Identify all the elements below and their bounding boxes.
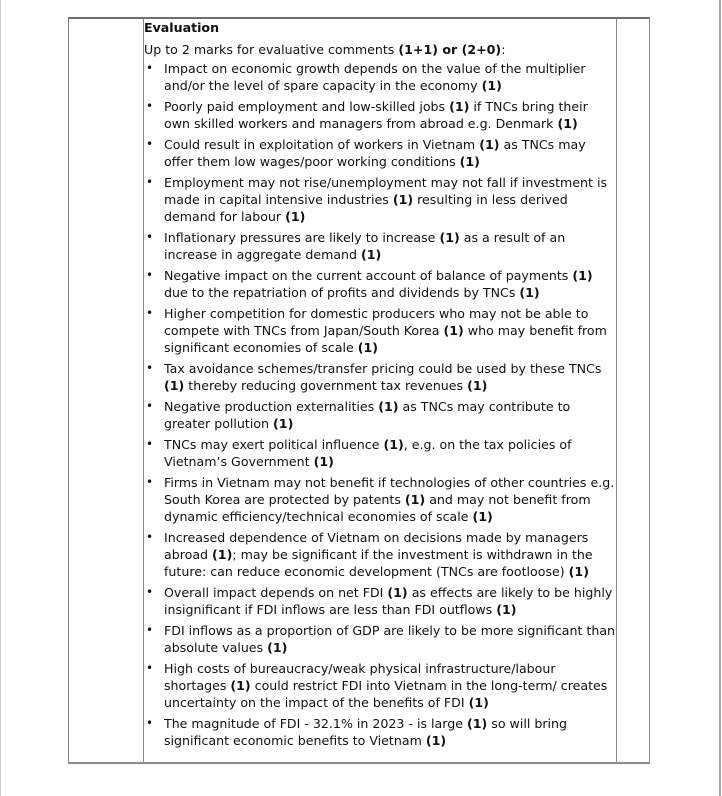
bullet-icon: •: [146, 661, 154, 675]
section-heading: Evaluation: [144, 20, 220, 35]
point-text: as TNCs may offer them low wages/poor working conditions: [164, 137, 586, 169]
list-item: [144, 715, 616, 749]
mark-value: (1): [313, 454, 334, 469]
mark-scheme-table: [68, 17, 650, 764]
point-text: if TNCs bring their own skilled workers and managers from abroad e.g. Denmark: [164, 99, 588, 131]
point-text: Overall impact depends on net FDI: [164, 585, 388, 600]
mark-value: (1): [387, 585, 408, 600]
list-item: [144, 60, 616, 94]
list-item: [144, 305, 616, 356]
bullet-icon: •: [146, 230, 154, 244]
scrollbar-edge: [719, 0, 721, 796]
point-text: due to the repatriation of profits and dividends by TNCs: [164, 285, 520, 300]
bullet-icon: •: [146, 268, 154, 282]
list-item: [144, 622, 616, 656]
mark-value: (1): [479, 137, 500, 152]
list-item: [144, 529, 616, 580]
point-text: Negative production externalities: [164, 399, 379, 414]
mark-value: (1): [361, 247, 382, 262]
list-item: [144, 360, 616, 394]
list-item: [144, 584, 616, 618]
bullet-icon: •: [146, 61, 154, 75]
list-item: [144, 229, 616, 263]
mark-value: (1): [404, 492, 426, 507]
bullet-icon: •: [146, 530, 154, 544]
mark-value: (1): [443, 323, 464, 338]
mark-value: (1): [472, 509, 493, 524]
mark-value: (1): [568, 564, 589, 579]
bullet-icon: •: [146, 99, 154, 113]
point-text: Poorly paid employment and low-skilled jobs: [164, 99, 450, 114]
page-edge-left: [0, 0, 1, 796]
bullet-icon: •: [146, 585, 154, 599]
bullet-icon: •: [146, 475, 154, 489]
point-text: The magnitude of FDI - 32.1% in 2023 - is large: [164, 716, 467, 731]
point-text: Higher competition for domestic producers who may not be able to compete with TNCs from Japan/South Korea: [164, 306, 589, 338]
mark-allocation: (1+1) or (2+0): [398, 42, 502, 57]
mark-value: (1): [466, 716, 488, 731]
mark-value: (1): [572, 268, 593, 283]
bullet-icon: •: [146, 716, 154, 730]
list-item: [144, 398, 616, 432]
point-text: as effects are likely to be highly insignificant if FDI inflows are less than FDI outflows: [164, 585, 613, 617]
mark-value: (1): [496, 602, 517, 617]
answer-cell: [144, 18, 617, 763]
point-text: as TNCs may contribute to greater pollution: [164, 399, 571, 431]
point-text: Firms in Vietnam may not benefit if technologies of other countries e.g. South Korea are protected by patents: [164, 475, 615, 507]
point-text: Impact on economic growth depends on the value of the multiplier and/or the level of spare capacity in the economy: [164, 61, 586, 93]
mark-value: (1): [357, 340, 379, 355]
bullet-icon: •: [146, 175, 154, 189]
mark-value: (1): [212, 547, 233, 562]
question-number-cell: [69, 18, 144, 763]
table-row: [69, 18, 650, 763]
list-item: [144, 660, 616, 711]
point-text: could restrict FDI into Vietnam in the long-term/ creates uncertainty on the impact of the benefits of FDI: [164, 678, 608, 710]
mark-value: (1): [519, 285, 540, 300]
point-text: , e.g. on the tax policies of Vietnam’s Government: [164, 437, 572, 469]
bullet-icon: •: [146, 399, 154, 413]
mark-value: (1): [439, 230, 460, 245]
mark-value: (1): [425, 733, 447, 748]
point-text: thereby reducing government tax revenues: [184, 378, 468, 393]
marks-cell: [617, 18, 650, 763]
bullet-icon: •: [146, 137, 154, 151]
bullet-icon: •: [146, 623, 154, 637]
point-text: Could result in exploitation of workers in Vietnam: [164, 137, 480, 152]
point-text: resulting in less derived demand for labour: [164, 192, 568, 224]
list-item: [144, 136, 616, 170]
mark-value: (1): [267, 640, 288, 655]
list-item: [144, 474, 616, 525]
point-text: ; may be significant if the investment is withdrawn in the future: can reduce economic development (TNCs are footloose): [164, 547, 593, 579]
mark-value: (1): [467, 378, 488, 393]
point-text: High costs of bureaucracy/weak physical infrastructure/labour shortages: [164, 661, 556, 693]
mark-value: (1): [285, 209, 306, 224]
list-item: [144, 436, 616, 470]
mark-value: (1): [383, 437, 404, 452]
point-text: FDI inflows as a proportion of GDP are likely to be more significant than absolute values: [164, 623, 616, 655]
mark-value: (1): [230, 678, 251, 693]
point-text: Negative impact on the current account of balance of payments: [164, 268, 573, 283]
list-item: [144, 174, 616, 225]
point-text: Employment may not rise/unemployment may not fall if investment is made in capital intensive industries: [164, 175, 608, 207]
mark-value: (1): [392, 192, 414, 207]
mark-value: (1): [164, 378, 185, 393]
bullet-icon: •: [146, 361, 154, 375]
point-text: Tax avoidance schemes/transfer pricing could be used by these TNCs: [164, 361, 602, 376]
point-text: as a result of an increase in aggregate demand: [164, 230, 566, 262]
point-text: TNCs may exert political influence: [164, 437, 384, 452]
point-text: who may benefit from significant economies of scale: [164, 323, 607, 355]
point-text: Increased dependence of Vietnam on decisions made by managers abroad: [164, 530, 589, 562]
bullet-icon: •: [146, 437, 154, 451]
list-item: [144, 98, 616, 132]
evaluation-points-list: [144, 60, 616, 749]
mark-value: (1): [459, 154, 480, 169]
marking-instruction: Up to 2 marks for evaluative comments (1+1) or (2+0):: [144, 42, 506, 57]
point-text: Inflationary pressures are likely to increase: [164, 230, 440, 245]
mark-value: (1): [557, 116, 578, 131]
mark-value: (1): [468, 695, 489, 710]
bullet-icon: •: [146, 306, 154, 320]
mark-value: (1): [378, 399, 399, 414]
mark-value: (1): [273, 416, 294, 431]
point-text: and may not benefit from dynamic efficiency/technical economies of scale: [164, 492, 591, 524]
point-text: so will bring significant economic benefits to Vietnam: [164, 716, 567, 748]
mark-value: (1): [449, 99, 470, 114]
list-item: [144, 267, 616, 301]
mark-value: (1): [481, 78, 502, 93]
